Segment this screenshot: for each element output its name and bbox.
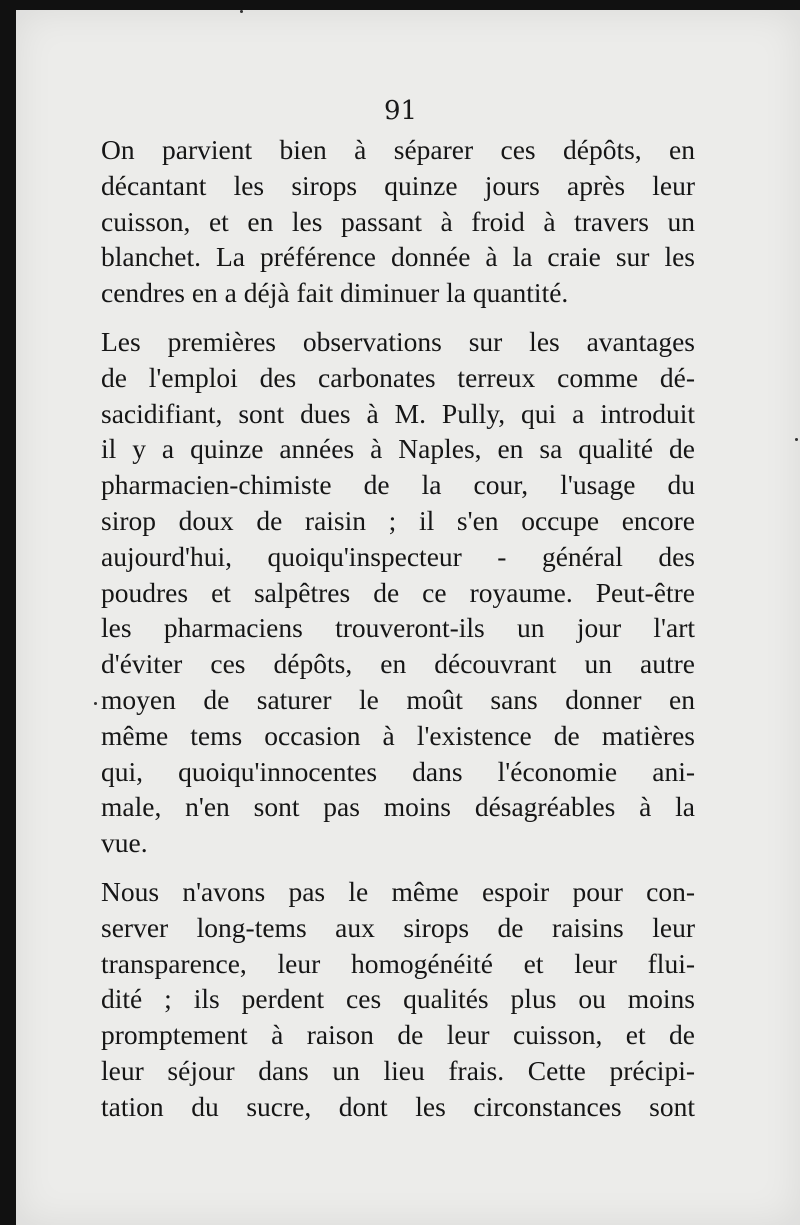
text-line: transparence, leur homogénéité et leur flui-	[101, 947, 695, 979]
text-line: Nous n'avons pas le même espoir pour con-	[101, 875, 695, 907]
text-line: dité ; ils perdent ces qualités plus ou moins	[101, 983, 695, 1015]
text-line: même tems occasion à l'existence de matières	[101, 719, 695, 751]
text-line: server long-tems aux sirops de raisins leur	[101, 911, 695, 943]
text-line: d'éviter ces dépôts, en découvrant un autre	[101, 648, 695, 680]
text-line: vue.	[101, 827, 148, 859]
text-line: il y a quinze années à Naples, en sa qualité de	[101, 433, 695, 465]
text-line: poudres et salpêtres de ce royaume. Peut-être	[101, 576, 695, 608]
text-line: tation du sucre, dont les circonstances sont	[101, 1090, 695, 1122]
page-number: 91	[384, 96, 418, 126]
text-line: cendres en a déjà fait diminuer la quantité.	[101, 277, 569, 309]
text-line: décantant les sirops quinze jours après leur	[101, 169, 695, 201]
text-line: Les premières observations sur les avantages	[101, 325, 695, 357]
text-line: pharmacien-chimiste de la cour, l'usage du	[101, 469, 695, 501]
paper-speck	[240, 10, 243, 13]
text-line: les pharmaciens trouveront-ils un jour l'art	[101, 612, 695, 644]
paper-speck	[795, 438, 798, 441]
text-line: sirop doux de raisin ; il s'en occupe encore	[101, 504, 695, 536]
paper-speck	[94, 702, 97, 705]
paragraph-gap	[101, 311, 695, 324]
text-line: blanchet. La préférence donnée à la craie sur les	[101, 241, 695, 273]
text-line: promptement à raison de leur cuisson, et de	[101, 1019, 695, 1051]
text-line: qui, quoiqu'innocentes dans l'économie ani-	[101, 755, 695, 787]
text-line: sacidifiant, sont dues à M. Pully, qui a introduit	[101, 397, 695, 429]
text-line: male, n'en sont pas moins désagréables à la	[101, 791, 695, 823]
text-line: cuisson, et en les passant à froid à travers un	[101, 205, 695, 237]
text-line: moyen de saturer le moût sans donner en	[101, 683, 695, 715]
text-line: leur séjour dans un lieu frais. Cette précipi-	[101, 1054, 695, 1086]
body-text	[101, 132, 695, 1125]
text-line: aujourd'hui, quoiqu'inspecteur - général des	[101, 540, 695, 572]
paragraph-gap	[101, 861, 695, 874]
text-line: de l'emploi des carbonates terreux comme dé-	[101, 361, 695, 393]
text-line: On parvient bien à séparer ces dépôts, en	[101, 134, 695, 165]
